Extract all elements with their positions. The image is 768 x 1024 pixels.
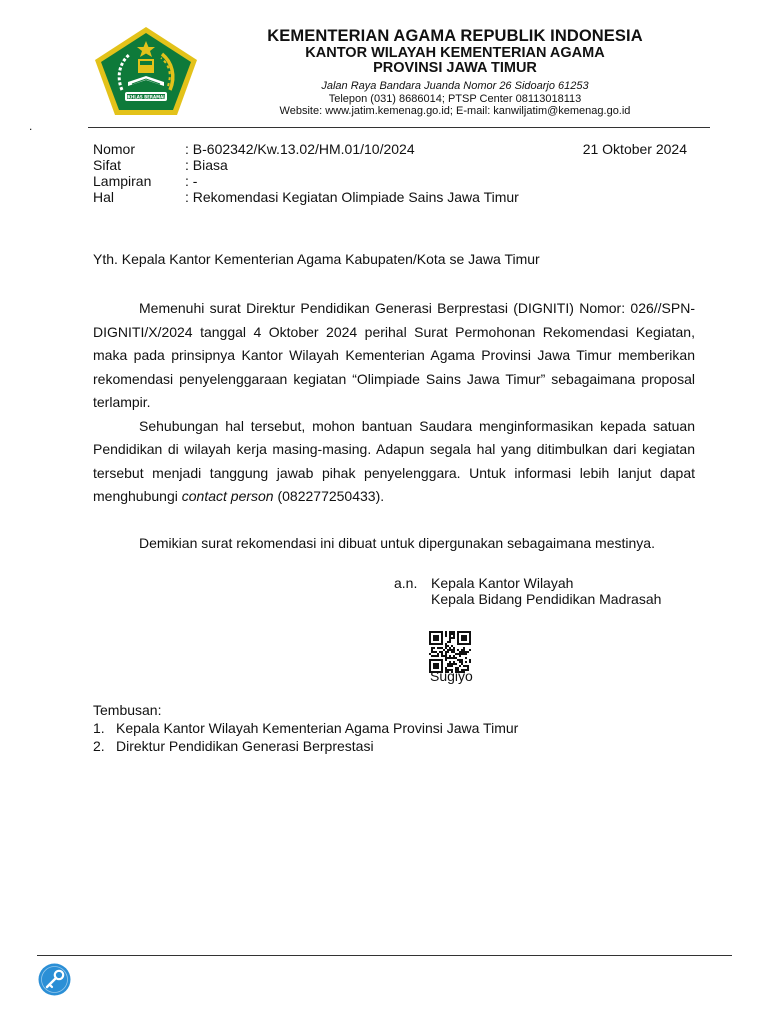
kemenag-logo-icon — [92, 24, 200, 118]
tembusan-label: Tembusan: — [93, 702, 162, 718]
signature-title-row-2 — [394, 591, 661, 607]
tembusan-section — [93, 701, 518, 755]
hal-value: : Rekomendasi Kegiatan Olimpiade Sains Jawa Timur — [185, 189, 519, 205]
nomor-row — [93, 141, 519, 157]
ministry-title: KEMENTERIAN AGAMA REPUBLIK INDONESIA — [267, 27, 643, 45]
body-paragraph-1: Memenuhi surat Direktur Pendidikan Generasi Berprestasi (DIGNITI) Nomor: 026//SPN-DIGNITI/X/2024 tanggal 4 Oktober 2024 perihal Surat Permohonan Rekomendasi Kegiatan, maka pada prinsipnya Kantor Wilayah Kementerian Agama Provinsi Jawa Timur memberikan rekomendasi penyelenggaraan kegiatan “Olimpiade Sains Jawa Timur” sebagaimana proposal terlampir. — [93, 300, 695, 410]
sifat-value: : Biasa — [185, 157, 228, 173]
svg-text:IKHLAS BERAMAL: IKHLAS BERAMAL — [126, 94, 166, 100]
nomor-value: : B-602342/Kw.13.02/HM.01/10/2024 — [185, 141, 415, 157]
signature-title-2: Kepala Bidang Pendidikan Madrasah — [431, 591, 662, 607]
recipient: Yth. Kepala Kantor Kementerian Agama Kabupaten/Kota se Jawa Timur — [93, 251, 540, 267]
letter-date: 21 Oktober 2024 — [582, 141, 687, 157]
office-phone: Telepon (031) 8686014; PTSP Center 08113018113 — [328, 92, 582, 105]
sifat-label: Sifat — [93, 157, 122, 173]
tembusan-number-1: 1. — [93, 720, 105, 736]
hal-row — [93, 189, 519, 205]
key-circle-icon — [38, 963, 71, 996]
letterhead — [248, 28, 662, 118]
atas-nama-label: a.n. — [394, 575, 418, 591]
contact-person-term: contact person — [181, 488, 274, 504]
body-paragraph-2 — [93, 415, 695, 509]
office-website: Website: www.jatim.kemenag.go.id; E-mail: kanwiljatim@kemenag.go.id — [279, 105, 631, 118]
province-title: PROVINSI JAWA TIMUR — [373, 60, 537, 77]
signature-title-1: Kepala Kantor Wilayah — [431, 575, 574, 591]
paragraph-2-text: Sehubungan hal tersebut, mohon bantuan Saudara menginformasikan kepada satuan Pendidikan di wilayah kerja masing-masing. Adapun segala hal yang ditimbulkan dari kegiatan tersebut menjadi tanggung jawab pihak penyelenggara. Untuk informasi lebih lanjut dapat menghubungi — [93, 417, 695, 504]
closing-sentence: Demikian surat rekomendasi ini dibuat untuk dipergunakan sebagaimana mestinya. — [139, 535, 655, 551]
letter-body — [93, 297, 695, 509]
letterhead-divider — [88, 127, 710, 128]
signature-block — [394, 575, 661, 607]
signature-title-row — [394, 575, 661, 591]
tembusan-number-2: 2. — [93, 738, 105, 754]
sifat-row — [93, 157, 519, 173]
office-address: Jalan Raya Bandara Juanda Nomor 26 Sidoarjo 61253 — [321, 80, 589, 93]
office-subtitle: KANTOR WILAYAH KEMENTERIAN AGAMA — [305, 44, 605, 61]
lampiran-label: Lampiran — [93, 173, 152, 189]
list-item — [93, 719, 518, 737]
lampiran-value: : - — [185, 173, 198, 189]
letter-meta — [93, 141, 519, 205]
margin-mark: . — [29, 119, 33, 133]
lampiran-row — [93, 173, 519, 189]
footer-divider — [37, 955, 732, 956]
contact-number: (082277250433). — [273, 488, 385, 504]
tembusan-text-1: Kepala Kantor Wilayah Kementerian Agama Provinsi Jawa Timur — [116, 720, 519, 736]
qr-code-icon — [429, 631, 471, 673]
tembusan-text-2: Direktur Pendidikan Generasi Berprestasi — [116, 738, 374, 754]
list-item — [93, 737, 518, 755]
signer-name: Sugiyo — [430, 668, 473, 684]
nomor-label: Nomor — [93, 141, 136, 157]
hal-label: Hal — [93, 189, 115, 205]
